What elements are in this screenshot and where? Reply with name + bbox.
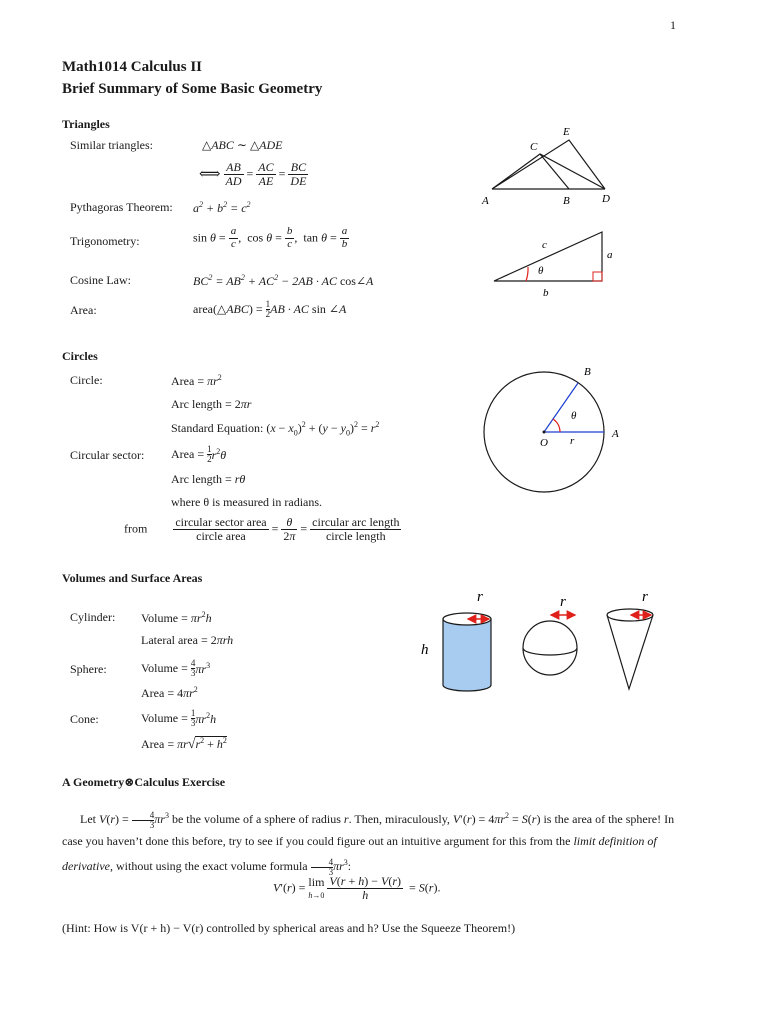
- volumes-heading: Volumes and Surface Areas: [62, 571, 203, 585]
- similar-triangles-figure: [481, 126, 610, 207]
- triangle-area-label: Area:: [70, 303, 97, 317]
- cylinder-lateral-area-formula: Lateral area = 2πrh: [141, 633, 234, 647]
- cone-label: Cone:: [70, 712, 99, 726]
- cosine-law-formula: $BC^2 = AB^2 + AC^2 - 2AB$ · AC cos∠A: [193, 273, 374, 288]
- circle-arc-length-formula: Arc length = 2πr: [171, 397, 252, 411]
- cylinder-volume-formula: Volume = $\pi r^2h$: [141, 610, 212, 625]
- cosine-law-label: Cosine Law:: [70, 273, 131, 287]
- sphere-equator: [523, 648, 577, 655]
- trigonometry-label: Trigonometry:: [70, 234, 140, 248]
- sector-arc-length-formula: Arc length = rθ: [171, 472, 246, 486]
- label-hypotenuse-c: c: [542, 239, 547, 251]
- radius-ob: [544, 383, 578, 432]
- exercise-hint: (Hint: How is V(r + h) − V(r) controlled by spherical areas and h? Use the Squeeze Theorem!): [62, 921, 516, 935]
- sphere-area-formula: Area = $4\pi r^2$: [141, 685, 198, 700]
- cylinder-figure: [421, 589, 491, 691]
- circle-standard-equation: Standard Equation: $(x - x_0)^2 + (y - y_0)^2 = r^2$: [171, 420, 380, 438]
- sphere-volume-formula: Volume = $\frac{4}{3}$ $\pi r^3$: [141, 658, 211, 678]
- sphere-r-label: r: [560, 594, 566, 610]
- label-radius-r: r: [570, 435, 575, 447]
- cylinder-body: [443, 619, 491, 691]
- course-title: Math1014 Calculus II: [62, 59, 203, 75]
- triangles-heading: Triangles: [62, 117, 110, 131]
- derivative-limit-formula: V′(r) = lim h→0 $\frac{V(r + h) - V(r)}{h}$ = S(r).: [273, 874, 441, 902]
- right-triangle-figure: [494, 232, 613, 299]
- label-a-vertex: A: [482, 195, 489, 207]
- cylinder-label: Cylinder:: [70, 610, 116, 624]
- cylinder-h-label: h: [421, 642, 429, 658]
- circle-label: Circle:: [70, 373, 103, 387]
- trigonometry-formula: sin θ = $\frac{a}{c}$ , cos θ = $\frac{b}{c}$ , tan θ = $\frac{a}{b}$: [193, 225, 348, 250]
- document-title: Brief Summary of Some Basic Geometry: [62, 81, 323, 97]
- exercise-paragraph: Let V(r) = $\frac{4}{3}$ $\pi r^3$ be the volume of a sphere of radius r. Then, miraculously, $V'(r) = 4\pi r^2 = S(r)$ is the area of the sphere! In case you haven’t done this before, try to see if you could figure out an intuitive argument for this from the limit definition of derivative, without using the exact volume formula $\frac{4}{3}$ $\pi r^3$:: [62, 809, 675, 877]
- exercise-heading: A Geometry⊗Calculus Exercise: [62, 775, 226, 789]
- cone-area-formula: Area = $\pi r√r^2 + h^2$: [141, 736, 227, 752]
- cone-r-label: r: [642, 589, 648, 605]
- arc-length-numerator: circular arc length: [312, 515, 400, 529]
- solids-figure: [415, 585, 665, 700]
- label-d-vertex: D: [602, 193, 610, 205]
- theta-arc: [526, 267, 528, 281]
- page-number: 1: [670, 18, 676, 32]
- from-word: from: [124, 521, 148, 536]
- circles-heading: Circles: [62, 349, 98, 363]
- label-e-vertex: E: [563, 126, 570, 138]
- right-triangle-outline: [494, 232, 602, 281]
- sphere-figure: [523, 594, 577, 675]
- label-point-b: B: [584, 366, 591, 378]
- similar-ratio-formula: ⟺ $\frac{AB}{AD}$ = $\frac{AC}{AE}$ = $\frac{BC}{DE}$: [199, 160, 307, 188]
- cone-figure: [607, 589, 653, 689]
- sector-area-numerator: circular sector area: [175, 515, 267, 529]
- circle-area-denominator: circle area: [173, 529, 268, 543]
- right-angle-marker: [593, 272, 602, 281]
- pythagoras-label: Pythagoras Theorem:: [70, 200, 173, 214]
- sphere-outline: [523, 621, 577, 675]
- sector-angle-arc: [553, 419, 560, 432]
- similar-triangles-label: Similar triangles:: [70, 138, 153, 152]
- circle-length-denominator: circle length: [310, 529, 401, 543]
- segment-cb: [540, 154, 569, 189]
- label-point-a: A: [612, 428, 619, 440]
- label-side-b: b: [543, 287, 549, 299]
- circle-area-formula: Area = $\pi r^2$: [171, 373, 222, 388]
- cone-sides: [607, 615, 653, 689]
- triangle-figures: [470, 120, 630, 300]
- triangle-area-formula: area(△ABC) = $\frac{1}{2}$ AB · AC sin ∠A: [193, 299, 347, 319]
- center-point: [543, 431, 546, 434]
- label-theta: θ: [538, 265, 544, 277]
- similar-triangles-formula: △ABC ∼ △ADE: [202, 138, 283, 152]
- circular-sector-label: Circular sector:: [70, 448, 145, 462]
- label-side-a: a: [607, 249, 613, 261]
- sector-area-formula: Area = $\frac{1}{2}$ $r^2\theta$: [171, 444, 227, 464]
- circle-figure: [480, 362, 630, 512]
- pythagoras-formula: $a^2 + b^2 = c^2$: [193, 200, 251, 215]
- cone-volume-formula: Volume = $\frac{1}{3}$ $\pi r^2h$: [141, 708, 217, 728]
- radians-note: where θ is measured in radians.: [171, 495, 323, 509]
- sector-ratio-formula: from $\frac{\text{circular sector area}}{\text{circle area}}$ = $\frac{\theta}{2\pi}$ = $\frac{\text{circular arc length}}{\text{circle length}}$: [124, 515, 400, 543]
- label-b-vertex: B: [563, 195, 570, 207]
- sphere-label: Sphere:: [70, 662, 107, 676]
- label-o: O: [540, 437, 548, 449]
- label-c-vertex: C: [530, 141, 538, 153]
- cylinder-r-label: r: [477, 589, 483, 605]
- label-angle-theta: θ: [571, 410, 577, 422]
